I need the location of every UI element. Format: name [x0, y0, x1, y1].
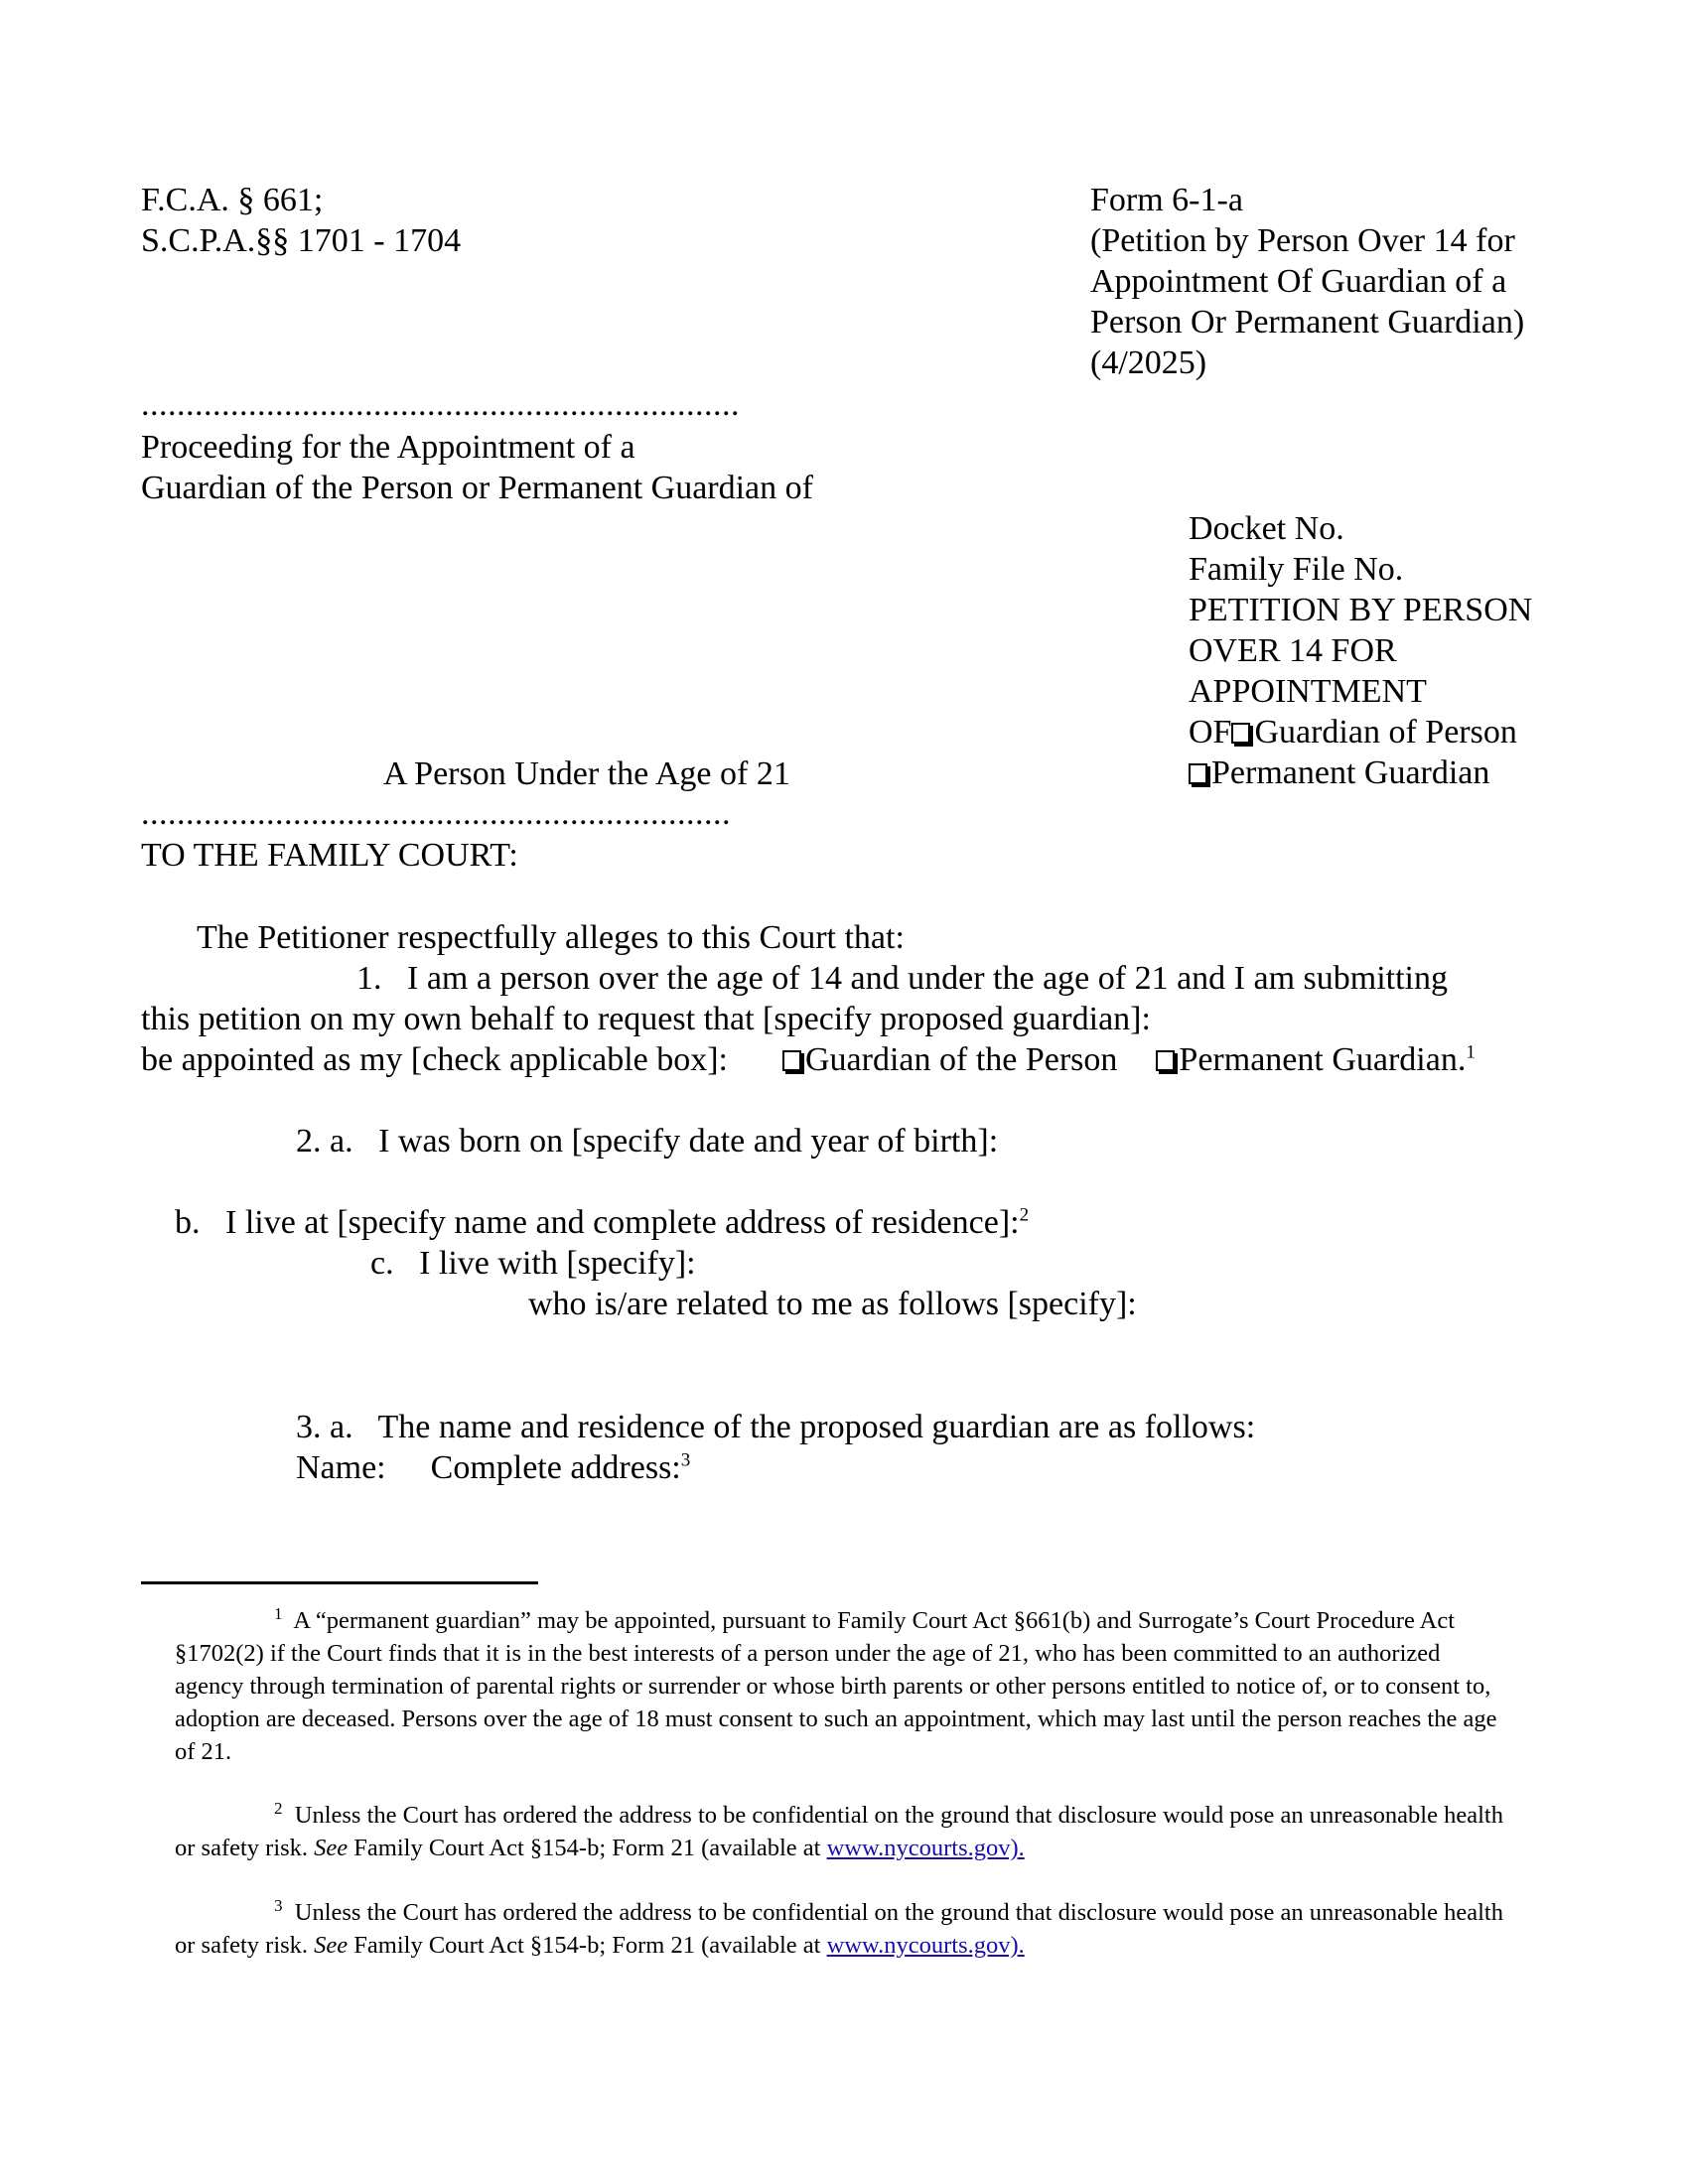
footnote-ref-2: 2 [1019, 1204, 1030, 1226]
petition-title-line-4 [1189, 712, 1532, 752]
form-title-line-1: (Petition by Person Over 14 for [1090, 222, 1515, 259]
footnote-3-text: Unless the Court has ordered the address to be confidential on the ground that disclosure would pose an unreasonable health or safety risk. [175, 1899, 1503, 1959]
statute-line-1: F.C.A. § 661; [141, 182, 324, 218]
footnote-3-number: 3 [274, 1895, 283, 1915]
footnote-2-text: Unless the Court has ordered the address to be confidential on the ground that disclosure would pose an unreasonable health or safety risk. [175, 1802, 1503, 1861]
caption-divider-top: ................................................................... [141, 386, 740, 423]
footnote-2-see: See [314, 1835, 349, 1861]
footnote-3-link[interactable]: www.nycourts.gov). [826, 1932, 1025, 1959]
footnote-ref-3: 3 [680, 1449, 691, 1471]
proceeding-line-2: Guardian of the Person or Permanent Guardian of [141, 470, 813, 506]
paragraph-2a: 2. a. I was born on [specify date and year of birth]: [296, 1123, 999, 1160]
appointment-type-prompt: be appointed as my [check applicable box]: [141, 1041, 728, 1078]
form-title-line-2: Appointment Of Guardian of a [1090, 263, 1507, 300]
guardian-of-the-person-option: Guardian of the Person [805, 1041, 1118, 1078]
form-number: Form 6-1-a [1090, 182, 1243, 218]
footnote-3-text-after: Family Court Act §154-b; Form 21 (available at [348, 1932, 827, 1959]
form-date: (4/2025) [1090, 344, 1207, 381]
addressee: TO THE FAMILY COURT: [141, 837, 518, 874]
caption-docket [1189, 508, 1532, 793]
guardian-of-person-checkbox[interactable] [1231, 723, 1250, 744]
caption-subject: A Person Under the Age of 21 [383, 755, 790, 792]
footnote-2-text-after: Family Court Act §154-b; Form 21 (available at [348, 1835, 827, 1861]
proceeding-line-1: Proceeding for the Appointment of a [141, 429, 635, 466]
paragraph-1-line-1: 1. I am a person over the age of 14 and under the age of 21 and I am submitting [356, 960, 1449, 997]
caption-divider-bottom: .................................................................. [141, 795, 731, 832]
footnote-ref-1: 1 [1466, 1041, 1476, 1063]
footnote-1 [175, 1604, 1510, 1768]
guardian-of-person-label: Guardian of Person [1254, 714, 1517, 751]
footnote-2 [175, 1799, 1510, 1864]
statute-citation [141, 180, 461, 261]
statute-line-2: S.C.P.A.§§ 1701 - 1704 [141, 222, 462, 259]
paragraph-2c-related: who is/are related to me as follows [specify]: [528, 1286, 1137, 1322]
footnote-1-number: 1 [274, 1603, 283, 1623]
paragraph-2c: c. I live with [specify]: [370, 1245, 696, 1282]
petition-intro: The Petitioner respectfully alleges to this Court that: [197, 919, 905, 956]
permanent-guardian-option-checkbox[interactable] [1156, 1050, 1175, 1071]
petition-title-line-1: PETITION BY PERSON [1189, 592, 1533, 628]
guardian-address-label: Complete address: [430, 1449, 681, 1486]
petition-title-of: OF [1189, 714, 1232, 751]
petition-title-line-2: OVER 14 FOR [1189, 632, 1397, 669]
paragraph-1-line-3 [141, 1039, 1476, 1080]
caption-proceeding [141, 427, 813, 508]
paragraph-2b-text: b. I live at [specify name and complete address of residence]: [175, 1204, 1020, 1241]
footnote-1-text: A “permanent guardian” may be appointed, pursuant to Family Court Act §661(b) and Surrogate’s Court Procedure Act §1702(2) if the Court finds that it is in the best interests of a person under the age of 21, who has been committed to an authorized agency through termination of parental rights or surrender or whose birth parents or other persons entitled to notice of, or to consent to, adoption are deceased. Persons over the age of 18 must consent to such an appointment, which may last until the person reaches the age of 21. [175, 1607, 1497, 1765]
petition-title-line-5 [1189, 752, 1532, 793]
family-file-number-label: Family File No. [1189, 551, 1404, 588]
permanent-guardian-label: Permanent Guardian [1211, 754, 1490, 791]
paragraph-3a-fields [296, 1447, 690, 1488]
paragraph-1-line-2: this petition on my own behalf to request that [specify proposed guardian]: [141, 1001, 1151, 1037]
permanent-guardian-checkbox[interactable] [1189, 763, 1207, 784]
footnote-2-number: 2 [274, 1798, 283, 1818]
guardian-name-label: Name: [296, 1449, 386, 1486]
form-title-line-3: Person Or Permanent Guardian) [1090, 304, 1525, 341]
permanent-guardian-option: Permanent Guardian. [1179, 1041, 1467, 1078]
petition-title-line-3: APPOINTMENT [1189, 673, 1427, 710]
docket-number-label: Docket No. [1189, 510, 1344, 547]
guardian-of-the-person-checkbox[interactable] [782, 1050, 801, 1071]
form-header [1090, 180, 1524, 383]
footnote-3-see: See [314, 1932, 349, 1959]
footnote-separator [141, 1581, 538, 1584]
footnote-2-link[interactable]: www.nycourts.gov). [826, 1835, 1025, 1861]
paragraph-3a: 3. a. The name and residence of the proposed guardian are as follows: [296, 1409, 1256, 1445]
footnote-3 [175, 1896, 1510, 1962]
